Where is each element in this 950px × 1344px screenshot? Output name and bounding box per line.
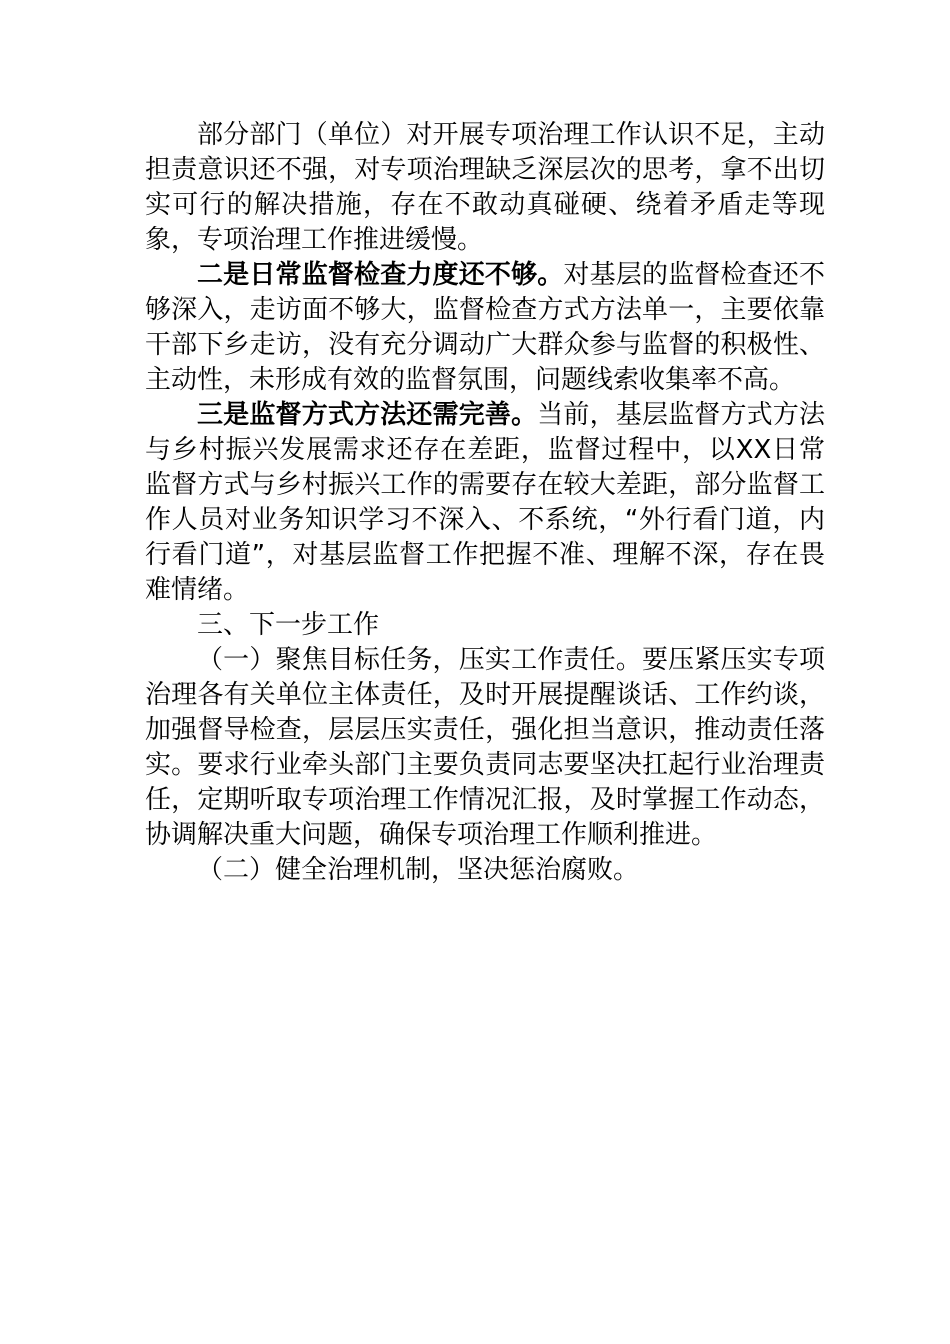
body-text (145, 118, 825, 888)
paragraph-lead: 三是监督方式方法还需完善。 (197, 400, 538, 430)
paragraph-supervision-inspection (145, 258, 825, 398)
paragraph-text: （一）聚焦目标任务，压实工作责任。要压紧压实专项治理各有关单位主体责任，及时开展提醒谈话、工作约谈，加强督导检查，层层压实责任，强化担当意识，推动责任落实。要求行业牵头部门主要负责同志要坚决扛起行业治理责任，定期听取专项治理工作情况汇报，及时掌握工作动态，协调解决重大问题，确保专项治理工作顺利推进。 (145, 645, 825, 850)
paragraph-supervision-methods (145, 398, 825, 608)
paragraph-text: 当前，基层监督方式方法与乡村振兴发展需求还存在差距，监督过程中，以XX日常监督方式与乡村振兴工作的需要存在较大差距，部分监督工作人员对业务知识学习不深入、不系统，“外行看门道，内行看门道”，对基层监督工作把握不准、理解不深，存在畏难情绪。 (145, 400, 825, 605)
paragraph-awareness-issue (145, 118, 825, 258)
paragraph-item-two (145, 853, 825, 888)
paragraph-lead: 二是日常监督检查力度还不够。 (197, 260, 564, 290)
section-heading-next-steps (145, 608, 825, 643)
paragraph-text: 对基层的监督检查还不够深入，走访面不够大，监督检查方式方法单一，主要依靠干部下乡走访，没有充分调动广大群众参与监督的积极性、主动性，未形成有效的监督氛围，问题线索收集率不高。 (145, 260, 825, 395)
paragraph-text: 三、下一步工作 (197, 610, 380, 640)
paragraph-text: 部分部门（单位）对开展专项治理工作认识不足，主动担责意识还不强，对专项治理缺乏深层次的思考，拿不出切实可行的解决措施，存在不敢动真碰硬、绕着矛盾走等现象，专项治理工作推进缓慢。 (145, 120, 825, 255)
paragraph-item-one (145, 643, 825, 853)
paragraph-text: （二）健全治理机制，坚决惩治腐败。 (197, 855, 640, 885)
